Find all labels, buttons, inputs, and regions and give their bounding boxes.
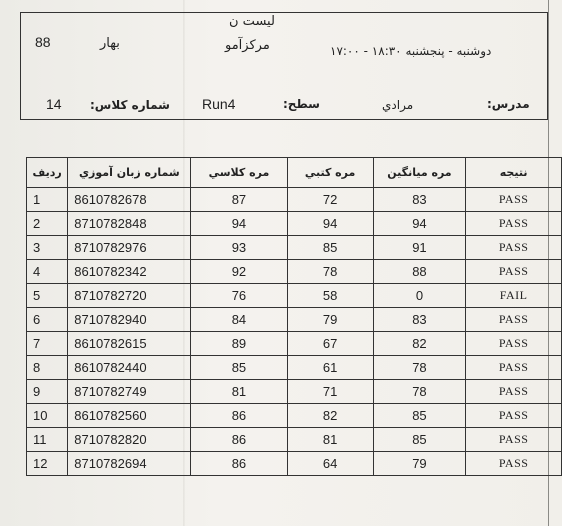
average-score-cell: 91	[373, 236, 466, 260]
average-score-cell: 79	[373, 452, 466, 476]
column-header-written-score: مره كتبي	[287, 158, 373, 188]
average-score-cell: 83	[373, 188, 466, 212]
average-score-cell: 85	[373, 428, 466, 452]
student-id-cell: 8710782820	[68, 428, 191, 452]
row-number-cell: 12	[27, 452, 68, 476]
class-score-cell: 93	[191, 236, 287, 260]
class-score-cell: 92	[191, 260, 287, 284]
student-id-cell: 8610782560	[68, 404, 191, 428]
column-header-student-id: شماره زبان آموزي	[68, 158, 191, 188]
result-cell: PASS	[466, 212, 562, 236]
class-score-cell: 94	[191, 212, 287, 236]
written-score-cell: 81	[287, 428, 373, 452]
student-id-cell: 8710782749	[68, 380, 191, 404]
class-score-cell: 84	[191, 308, 287, 332]
student-id-cell: 8710782694	[68, 452, 191, 476]
result-cell: PASS	[466, 356, 562, 380]
class-score-cell: 87	[191, 188, 287, 212]
result-cell: PASS	[466, 332, 562, 356]
table-row	[27, 332, 562, 356]
season: بهار	[100, 36, 120, 51]
table-row	[27, 260, 562, 284]
row-number-cell: 11	[27, 428, 68, 452]
result-cell: FAIL	[466, 284, 562, 308]
written-score-cell: 78	[287, 260, 373, 284]
table-row	[27, 452, 562, 476]
row-number-cell: 10	[27, 404, 68, 428]
written-score-cell: 67	[287, 332, 373, 356]
grades-table	[26, 157, 562, 476]
table-row	[27, 380, 562, 404]
written-score-cell: 72	[287, 188, 373, 212]
average-score-cell: 78	[373, 356, 466, 380]
level-label: سطح:	[283, 97, 320, 111]
written-score-cell: 64	[287, 452, 373, 476]
class-score-cell: 86	[191, 404, 287, 428]
row-number-cell: 1	[27, 188, 68, 212]
table-row	[27, 404, 562, 428]
class-score-cell: 85	[191, 356, 287, 380]
teacher-label: مدرس:	[487, 97, 530, 111]
row-number-cell: 5	[27, 284, 68, 308]
row-number-cell: 6	[27, 308, 68, 332]
class-number-value: 14	[46, 96, 62, 112]
average-score-cell: 94	[373, 212, 466, 236]
table-row	[27, 236, 562, 260]
average-score-cell: 78	[373, 380, 466, 404]
result-cell: PASS	[466, 236, 562, 260]
student-id-cell: 8610782678	[68, 188, 191, 212]
written-score-cell: 82	[287, 404, 373, 428]
row-number-cell: 3	[27, 236, 68, 260]
class-score-cell: 86	[191, 428, 287, 452]
row-number-cell: 4	[27, 260, 68, 284]
document-title: لیست ن	[229, 14, 275, 29]
center-name: مرکزآمو	[225, 38, 270, 53]
class-score-cell: 86	[191, 452, 287, 476]
table-row	[27, 356, 562, 380]
row-number-cell: 8	[27, 356, 68, 380]
level-value: Run4	[202, 96, 236, 112]
written-score-cell: 61	[287, 356, 373, 380]
row-number-cell: 2	[27, 212, 68, 236]
student-id-cell: 8710782720	[68, 284, 191, 308]
student-id-cell: 8710782976	[68, 236, 191, 260]
class-schedule: دوشنبه - پنجشنبه ۱۸:۳۰ - ۱۷:۰۰	[330, 44, 492, 58]
table-row	[27, 284, 562, 308]
table-header-row	[27, 158, 562, 188]
written-score-cell: 71	[287, 380, 373, 404]
row-number-cell: 7	[27, 332, 68, 356]
result-cell: PASS	[466, 308, 562, 332]
teacher-name: مرادي	[382, 98, 414, 112]
result-cell: PASS	[466, 452, 562, 476]
table-row	[27, 428, 562, 452]
result-cell: PASS	[466, 260, 562, 284]
result-cell: PASS	[466, 428, 562, 452]
result-cell: PASS	[466, 188, 562, 212]
term-code: 88	[35, 34, 51, 50]
column-header-class-score: مره كلاسي	[191, 158, 287, 188]
average-score-cell: 83	[373, 308, 466, 332]
result-cell: PASS	[466, 380, 562, 404]
average-score-cell: 82	[373, 332, 466, 356]
written-score-cell: 58	[287, 284, 373, 308]
class-number-label: شماره كلاس:	[90, 98, 170, 112]
student-id-cell: 8610782615	[68, 332, 191, 356]
average-score-cell: 85	[373, 404, 466, 428]
student-id-cell: 8610782440	[68, 356, 191, 380]
table-row	[27, 188, 562, 212]
result-cell: PASS	[466, 404, 562, 428]
average-score-cell: 88	[373, 260, 466, 284]
student-id-cell: 8710782848	[68, 212, 191, 236]
column-header-average-score: مره ميانگين	[373, 158, 466, 188]
table-row	[27, 212, 562, 236]
student-id-cell: 8710782940	[68, 308, 191, 332]
student-id-cell: 8610782342	[68, 260, 191, 284]
written-score-cell: 94	[287, 212, 373, 236]
table-row	[27, 308, 562, 332]
row-number-cell: 9	[27, 380, 68, 404]
written-score-cell: 79	[287, 308, 373, 332]
class-score-cell: 76	[191, 284, 287, 308]
written-score-cell: 85	[287, 236, 373, 260]
column-header-result: نتيجه	[466, 158, 562, 188]
average-score-cell: 0	[373, 284, 466, 308]
class-score-cell: 81	[191, 380, 287, 404]
class-score-cell: 89	[191, 332, 287, 356]
column-header-row-number: رديف	[27, 158, 68, 188]
